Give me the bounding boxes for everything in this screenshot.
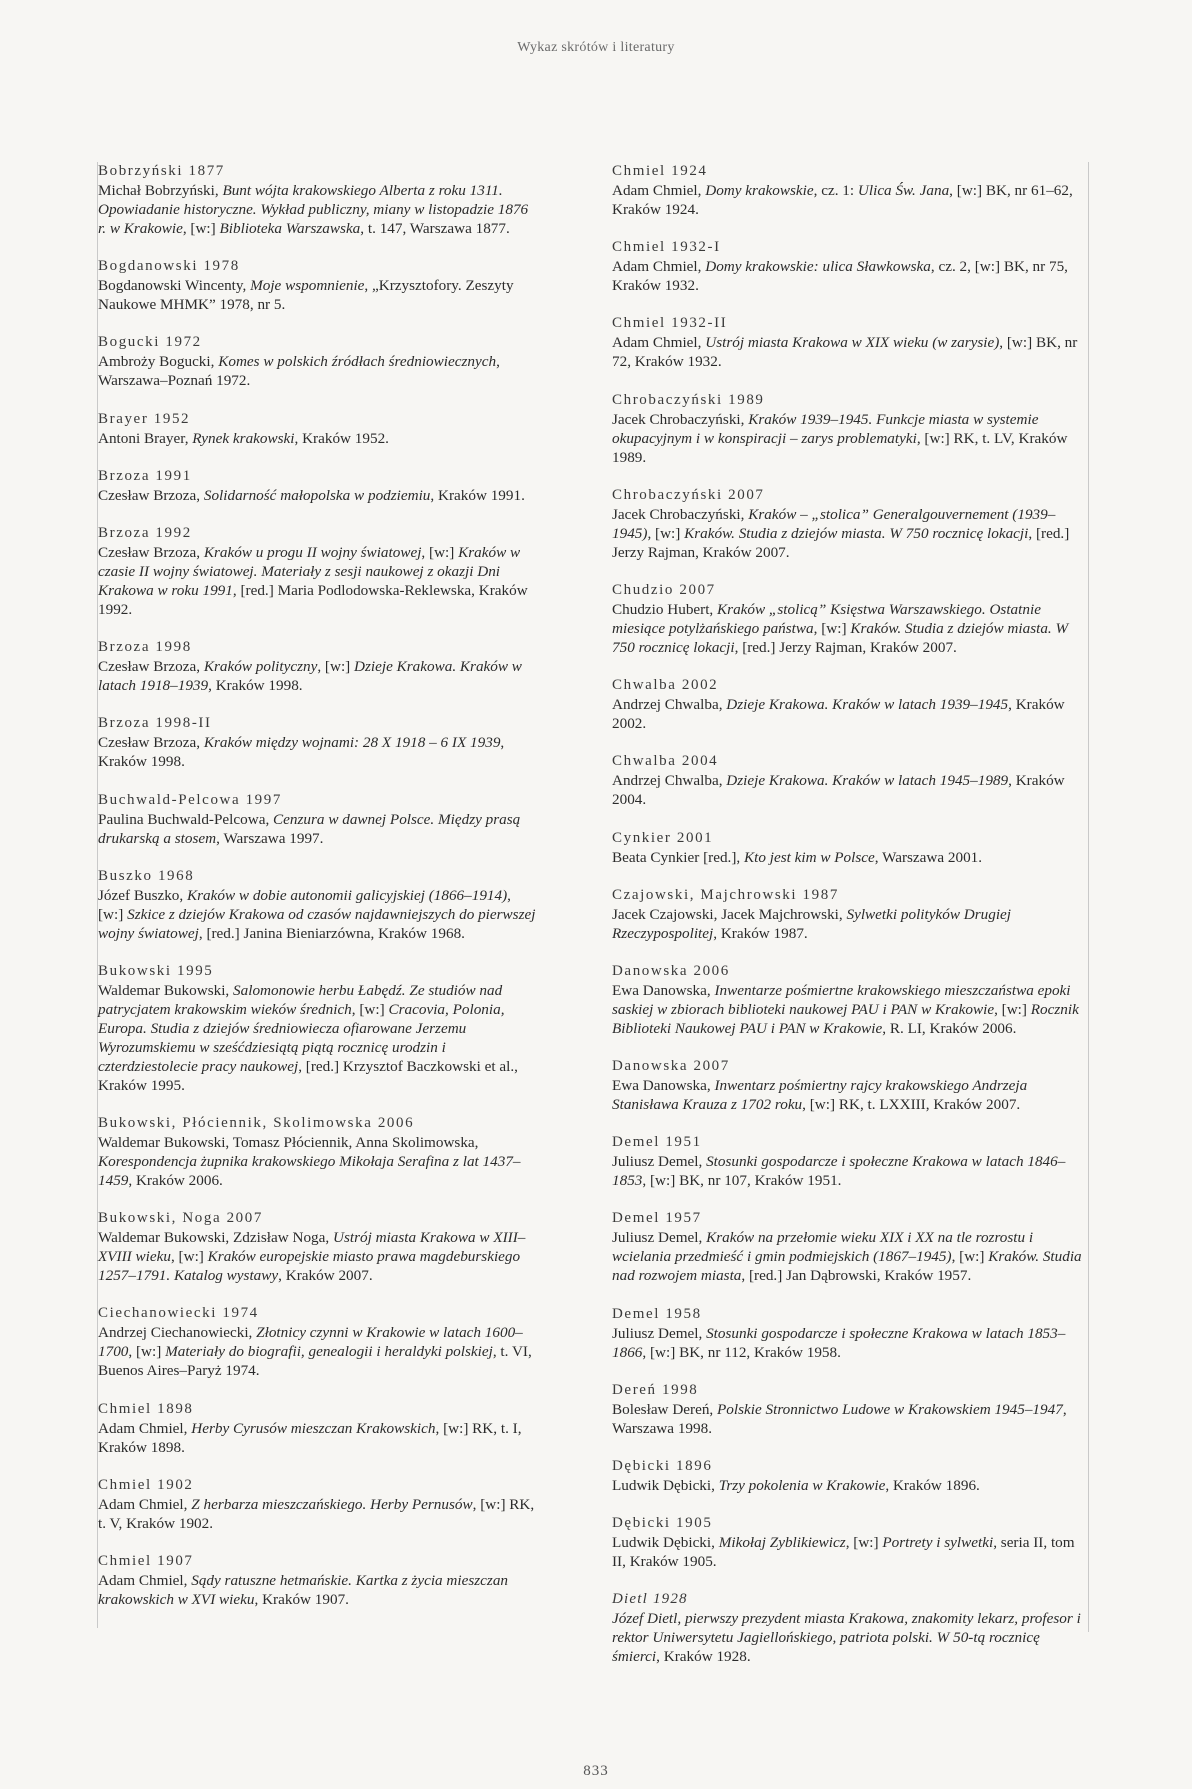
citation-text: Józef Buszko, xyxy=(98,886,187,904)
citation-text: , [w:] RK, t. I, Kraków 1898. xyxy=(98,1419,522,1456)
bibliography-entry xyxy=(612,1133,1087,1190)
citation-text: Paulina Buchwald-Pelcowa, xyxy=(98,810,274,828)
citation-text: Ewa Danowska, xyxy=(612,981,715,999)
citation-text: Jacek Chrobaczyński, xyxy=(612,410,749,428)
entry-citation xyxy=(98,1133,538,1190)
citation-text: , Warszawa–Poznań 1972. xyxy=(98,353,500,390)
citation-title: Kraków – „stolica” Generalgouvernement (1939–1945) xyxy=(612,505,1056,542)
citation-title: Józef Dietl, pierwszy prezydent miasta Krakowa, znakomity lekarz, profesor i rektor Uniwersytetu Jagiellońskiego, patriota polski. W 50-tą rocznicę śmierci xyxy=(612,1610,1081,1666)
entry-citation xyxy=(98,486,538,505)
bibliography-entry xyxy=(612,581,1087,657)
entry-citation xyxy=(612,181,1087,219)
entry-abbreviation: Brzoza 1992 xyxy=(98,524,192,541)
entry-abbreviation: Chwalba 2004 xyxy=(612,753,719,770)
entry-citation xyxy=(98,429,538,448)
entry-citation xyxy=(612,1400,1087,1438)
citation-text: , [red.] Jan Dąbrowski, Kraków 1957. xyxy=(741,1267,972,1285)
entry-citation xyxy=(98,733,538,771)
citation-text: , [red.] Krzysztof Baczkowski et al., Kraków 1995. xyxy=(98,1057,518,1094)
citation-title: Domy krakowskie xyxy=(705,182,814,199)
entry-abbreviation: Brzoza 1998-II xyxy=(98,715,212,732)
bibliography-entry xyxy=(612,829,1087,867)
bibliography-entry xyxy=(98,962,538,1095)
citation-text: , Warszawa 1997. xyxy=(216,829,324,847)
bibliography-column-right xyxy=(612,162,1087,1686)
citation-title: Dzieje Krakowa. Kraków w latach 1945–1989 xyxy=(726,772,1009,790)
citation-title: Polskie Stronnictwo Ludowe w Krakowskiem 1945–1947 xyxy=(717,1400,1063,1418)
citation-text: , [w:] xyxy=(647,524,685,542)
citation-text: , Kraków 2002. xyxy=(612,696,1065,733)
citation-text: Jacek Czajowski, Jacek Majchrowski, xyxy=(612,905,847,923)
citation-text: , cz. 2, [w:] BK, nr 75, Kraków 1932. xyxy=(612,258,1068,295)
entry-citation xyxy=(98,181,538,238)
citation-text: , t. VI, Buenos Aires–Paryż 1974. xyxy=(98,1343,532,1380)
citation-text: Adam Chmiel, xyxy=(612,182,706,199)
entry-abbreviation: Cynkier 2001 xyxy=(612,829,714,846)
bibliography-entry xyxy=(98,1209,538,1285)
entry-abbreviation: Chrobaczyński 1989 xyxy=(612,391,765,408)
entry-abbreviation: Buchwald-Pelcowa 1997 xyxy=(98,791,282,808)
citation-title: Dzieje Krakowa. Kraków w latach 1939–1945 xyxy=(726,696,1009,714)
citation-title: Kto jest kim w Polsce xyxy=(744,848,875,866)
entry-abbreviation: Chmiel 1907 xyxy=(98,1553,194,1569)
citation-title: Mikołaj Zyblikiewicz xyxy=(718,1534,846,1552)
citation-title: Rynek krakowski xyxy=(192,429,295,447)
entry-abbreviation: Dębicki 1905 xyxy=(612,1515,713,1532)
citation-text: Andrzej Ciechanowiecki, xyxy=(98,1324,257,1342)
citation-title: Trzy pokolenia w Krakowie xyxy=(718,1477,886,1494)
citation-text: , [w:] RK, t. LXXIII, Kraków 2007. xyxy=(802,1096,1021,1114)
bibliography-entry xyxy=(612,162,1087,219)
citation-text: , [w:] xyxy=(182,220,220,237)
citation-text: Ludwik Dębicki, xyxy=(612,1477,719,1494)
citation-text: , [w:] xyxy=(128,1343,166,1361)
bibliography-entry xyxy=(98,257,538,314)
citation-text: Czesław Brzoza, xyxy=(98,486,204,504)
citation-text: , [w:] xyxy=(317,658,355,676)
bibliography-entry xyxy=(612,1514,1087,1571)
entry-citation xyxy=(612,1228,1087,1285)
citation-text: Adam Chmiel, xyxy=(612,258,706,276)
citation-title: Stosunki gospodarcze i społeczne Krakowa w latach 1846–1853 xyxy=(612,1153,1066,1190)
entry-citation xyxy=(612,410,1087,467)
citation-text: , Kraków 1991. xyxy=(430,486,525,504)
citation-title: Dzieje Krakowa. Kraków w latach 1918–1939 xyxy=(98,658,522,695)
entry-citation xyxy=(612,1609,1087,1666)
citation-title: Korespondencja żupnika krakowskiego Mikołaja Serafina z lat 1437–1459 xyxy=(98,1153,521,1190)
citation-text: Czesław Brzoza, xyxy=(98,543,204,561)
bibliography-entry xyxy=(612,1381,1087,1438)
bibliography-entry xyxy=(612,1457,1087,1495)
citation-text: , Kraków 1998. xyxy=(98,734,505,771)
citation-text: Adam Chmiel, xyxy=(98,1495,192,1513)
citation-text: , [w:] RK, t. LV, Kraków 1989. xyxy=(612,429,1068,466)
bibliography-column-left xyxy=(97,162,538,1628)
citation-title: Kraków na przełomie wieku XIX i XX na tle rozrostu i wcielania przedmieść i gmin podmiejskich (1867–1945) xyxy=(612,1229,1034,1266)
citation-text: Michał Bobrzyński, xyxy=(98,182,223,199)
entry-abbreviation: Czajowski, Majchrowski 1987 xyxy=(612,886,839,903)
entry-citation xyxy=(98,1228,538,1285)
citation-title: Inwentarz pośmiertny rajcy krakowskiego Andrzeja Stanisława Krauza z 1702 roku xyxy=(612,1077,1028,1114)
citation-text: , [red.] Jerzy Rajman, Kraków 2007. xyxy=(734,638,957,656)
citation-text: , [w:] xyxy=(813,619,851,637)
entry-abbreviation: Dietl 1928 xyxy=(612,1591,688,1608)
citation-title: Kraków europejskie miasto prawa magdeburskiego 1257–1791. Katalog wystawy xyxy=(98,1248,521,1285)
entry-citation xyxy=(612,600,1087,657)
entry-citation xyxy=(98,352,538,390)
entry-citation xyxy=(612,1324,1087,1362)
citation-title: Złotnicy czynni w Krakowie w latach 1600–1700 xyxy=(98,1324,523,1361)
entry-citation xyxy=(612,1476,1087,1495)
citation-text: Andrzej Chwalba, xyxy=(612,696,727,714)
entry-abbreviation: Bukowski, Noga 2007 xyxy=(98,1210,263,1227)
citation-text: , [w:] xyxy=(994,1000,1031,1018)
citation-text: Bolesław Dereń, xyxy=(612,1400,718,1418)
entry-citation xyxy=(612,1076,1087,1114)
bibliography-entry xyxy=(612,486,1087,562)
entry-citation xyxy=(98,810,538,848)
citation-text: , cz. 1: xyxy=(813,182,858,199)
entry-citation xyxy=(612,848,1087,867)
citation-title: Ulica Św. Jana xyxy=(857,182,950,199)
citation-title: Cenzura w dawnej Polsce. Między prasą drukarską a stosem xyxy=(98,810,521,847)
entry-abbreviation: Demel 1957 xyxy=(612,1210,702,1227)
citation-title: Ustrój miasta Krakowa w XIX wieku (w zarysie) xyxy=(705,334,1000,352)
citation-text: Juliusz Demel, xyxy=(612,1153,707,1171)
citation-title: Domy krakowskie: ulica Sławkowska xyxy=(705,258,931,276)
entry-abbreviation: Brzoza 1991 xyxy=(98,467,192,484)
citation-text: , [w:] xyxy=(351,1000,389,1018)
entry-abbreviation: Brzoza 1998 xyxy=(98,639,192,656)
entry-citation xyxy=(612,981,1087,1038)
citation-text: , Kraków 1987. xyxy=(713,924,808,942)
citation-text: , [w:] BK, nr 112, Kraków 1958. xyxy=(642,1343,841,1361)
entry-abbreviation: Bukowski 1995 xyxy=(98,962,214,979)
citation-text: Czesław Brzoza, xyxy=(98,658,204,676)
citation-title: Inwentarze pośmiertne krakowskiego mieszczaństwa epoki saskiej w zbiorach biblioteki naukowej PAU i PAN w Krakowie xyxy=(612,981,1071,1018)
bibliography-entry xyxy=(98,638,538,695)
citation-text: , Kraków 1907. xyxy=(254,1591,349,1608)
entry-citation xyxy=(98,886,538,943)
bibliography-entry xyxy=(612,314,1087,371)
citation-text: , [w:] xyxy=(951,1248,989,1266)
running-header: Wykaz skrótów i literatury xyxy=(517,40,675,55)
bibliography-entry xyxy=(98,1114,538,1190)
citation-title: Bunt wójta krakowskiego Alberta z roku 1311. Opowiadanie historyczne. Wykład publiczny, miany w listopadzie 1876 r. w Krakowie xyxy=(98,182,529,237)
citation-title: Stosunki gospodarcze i społeczne Krakowa w latach 1853–1866 xyxy=(612,1324,1066,1361)
bibliography-entry xyxy=(98,467,538,505)
bibliography-entry xyxy=(98,1476,538,1533)
bibliography-entry xyxy=(612,676,1087,733)
citation-title: Herby Cyrusów mieszczan Krakowskich xyxy=(191,1419,436,1437)
citation-title: Cracovia, Polonia, Europa. Studia z dziejów średniowiecza ofiarowane Jerzemu Wyrozumskiemu w sześćdziesiątą piątą rocznicę urodzin i czterdziestolecie pracy naukowej xyxy=(98,1000,505,1075)
entry-citation xyxy=(612,333,1087,371)
entry-abbreviation: Danowska 2006 xyxy=(612,962,730,979)
bibliography-entry xyxy=(98,791,538,848)
citation-text: Bogdanowski Wincenty, xyxy=(98,277,251,295)
citation-text: , [w:] xyxy=(421,543,459,561)
bibliography-entry xyxy=(98,1400,538,1457)
entry-abbreviation: Chwalba 2002 xyxy=(612,677,719,694)
entry-abbreviation: Bogucki 1972 xyxy=(98,334,202,351)
citation-title: Komes w polskich źródłach średniowiecznych xyxy=(218,353,497,371)
entry-abbreviation: Chmiel 1902 xyxy=(98,1476,194,1493)
entry-abbreviation: Danowska 2007 xyxy=(612,1058,730,1075)
entry-abbreviation: Chmiel 1932-I xyxy=(612,239,721,256)
bibliography-entry xyxy=(98,162,538,238)
citation-title: Moje wspomnienie xyxy=(250,277,365,295)
entry-abbreviation: Dębicki 1896 xyxy=(612,1458,713,1474)
entry-citation xyxy=(612,905,1087,943)
citation-text: , Kraków 1952. xyxy=(294,429,389,447)
bibliography-entry xyxy=(612,1590,1087,1666)
bibliography-entry xyxy=(98,410,538,448)
citation-title: Materiały do biografii, genealogii i heraldyki polskiej xyxy=(165,1343,493,1361)
citation-text: , [w:] xyxy=(170,1248,208,1266)
citation-title: Rocznik Biblioteki Naukowej PAU i PAN w Krakowie xyxy=(612,1000,1079,1037)
bibliography-entry xyxy=(98,524,538,619)
bibliography-entry xyxy=(612,752,1087,809)
citation-title: Kraków w czasie II wojny światowej. Materiały z sesji naukowej z okazji Dni Krakowa w roku 1991 xyxy=(98,543,521,599)
entry-abbreviation: Buszko 1968 xyxy=(98,867,195,884)
entry-abbreviation: Ciechanowiecki 1974 xyxy=(98,1305,259,1322)
citation-title: Biblioteka Warszawska xyxy=(219,220,361,237)
citation-title: Portrety i sylwetki xyxy=(882,1534,994,1552)
entry-citation xyxy=(612,1533,1087,1571)
citation-text: Waldemar Bukowski, Zdzisław Noga, xyxy=(98,1229,333,1247)
citation-text: , Kraków 2004. xyxy=(612,772,1065,809)
citation-text: Czesław Brzoza, xyxy=(98,734,204,752)
citation-text: , Kraków 1928. xyxy=(656,1648,751,1666)
entry-abbreviation: Brayer 1952 xyxy=(98,410,191,427)
citation-title: Sylwetki polityków Drugiej Rzeczypospolitej xyxy=(612,905,1011,942)
citation-text: , [w:] BK, nr 61–62, Kraków 1924. xyxy=(612,182,1073,218)
entry-abbreviation: Chmiel 1898 xyxy=(98,1400,194,1417)
citation-text: , t. 147, Warszawa 1877. xyxy=(360,220,510,237)
entry-citation xyxy=(98,1323,538,1380)
entry-abbreviation: Bobrzyński 1877 xyxy=(98,163,225,179)
citation-text: Antoni Brayer, xyxy=(98,429,193,447)
citation-text: Adam Chmiel, xyxy=(98,1572,192,1589)
bibliography-entry xyxy=(612,1305,1087,1362)
bibliography-entry xyxy=(612,1057,1087,1114)
citation-title: Z herbarza mieszczańskiego. Herby Pernusów xyxy=(191,1495,473,1513)
citation-text: Andrzej Chwalba, xyxy=(612,772,727,790)
bibliography-entry xyxy=(98,714,538,771)
citation-title: Ustrój miasta Krakowa w XIII–XVIII wieku xyxy=(98,1229,526,1266)
citation-text: , [w:] xyxy=(98,886,511,923)
entry-citation xyxy=(98,276,538,314)
citation-text: Chudzio Hubert, xyxy=(612,600,718,618)
citation-title: Kraków u progu II wojny światowej xyxy=(203,543,422,561)
citation-title: Salomonowie herbu Łabędź. Ze studiów nad patrycjatem krakowskim wieków średnich xyxy=(98,981,503,1018)
citation-title: Kraków. Studia z dziejów miasta. W 750 rocznicę lokacji xyxy=(612,619,1069,656)
citation-title: Solidarność małopolska w podziemiu xyxy=(203,486,431,504)
citation-title: Kraków w dobie autonomii galicyjskiej (1866–1914) xyxy=(187,886,508,904)
citation-text: , „Krzysztofory. Zeszyty Naukowe MHMK” 1978, nr 5. xyxy=(98,277,514,314)
citation-text: Adam Chmiel, xyxy=(612,334,706,352)
entry-citation xyxy=(612,1152,1087,1190)
bibliography-entry xyxy=(612,886,1087,943)
entry-citation xyxy=(98,657,538,695)
citation-title: Kraków „stolicą” Księstwa Warszawskiego. Ostatnie miesiące potylżańskiego państwa xyxy=(612,600,1041,637)
citation-text: , [red.] Janina Bieniarzówna, Kraków 1968. xyxy=(198,924,465,942)
bibliography-entry xyxy=(98,1552,538,1609)
bibliography-entry xyxy=(612,238,1087,295)
citation-text: , Warszawa 1998. xyxy=(612,1400,1067,1437)
citation-text: , Kraków 2006. xyxy=(128,1172,223,1190)
entry-abbreviation: Demel 1951 xyxy=(612,1134,702,1151)
entry-citation xyxy=(98,1495,538,1533)
entry-citation xyxy=(612,695,1087,733)
citation-text: Juliusz Demel, xyxy=(612,1229,707,1247)
entry-abbreviation: Chmiel 1924 xyxy=(612,163,708,179)
citation-text: , [w:] BK, nr 72, Kraków 1932. xyxy=(612,334,1078,371)
entry-abbreviation: Chmiel 1932-II xyxy=(612,315,728,332)
bibliography-entry xyxy=(612,962,1087,1038)
entry-abbreviation: Chrobaczyński 2007 xyxy=(612,486,765,503)
entry-abbreviation: Bukowski, Płóciennik, Skolimowska 2006 xyxy=(98,1115,415,1132)
citation-text: Beata Cynkier [red.], xyxy=(612,848,744,866)
entry-citation xyxy=(612,257,1087,295)
entry-citation xyxy=(98,1419,538,1457)
bibliography-entry xyxy=(98,1304,538,1380)
entry-citation xyxy=(612,771,1087,809)
citation-text: , [w:] BK, nr 107, Kraków 1951. xyxy=(642,1172,842,1190)
entry-citation xyxy=(98,981,538,1095)
bibliography-entry xyxy=(98,333,538,390)
entry-citation xyxy=(98,1571,538,1609)
citation-text: Ewa Danowska, xyxy=(612,1077,715,1095)
entry-citation xyxy=(612,505,1087,562)
citation-text: , Warszawa 2001. xyxy=(874,848,983,866)
bibliography-entry xyxy=(612,1209,1087,1285)
citation-text: , [red.] Jerzy Rajman, Kraków 2007. xyxy=(612,524,1070,561)
bibliography-entry xyxy=(612,391,1087,467)
citation-text: , Kraków 1998. xyxy=(208,677,303,695)
entry-abbreviation: Dereń 1998 xyxy=(612,1381,699,1398)
citation-text: Juliusz Demel, xyxy=(612,1324,707,1342)
citation-title: Kraków między wojnami: 28 X 1918 – 6 IX 1939 xyxy=(203,734,501,752)
citation-title: Kraków. Studia z dziejów miasta. W 750 rocznicę lokacji xyxy=(684,524,1029,542)
citation-text: Ambroży Bogucki, xyxy=(98,353,219,371)
citation-title: Sądy ratuszne hetmańskie. Kartka z życia mieszczan krakowskich w XVI wieku xyxy=(98,1572,509,1608)
citation-title: Kraków polityczny xyxy=(203,658,318,676)
citation-text: Waldemar Bukowski, Tomasz Płóciennik, Anna Skolimowska, xyxy=(98,1134,479,1152)
entry-citation xyxy=(98,543,538,619)
citation-text: , R. LI, Kraków 2006. xyxy=(882,1019,1017,1037)
citation-text: Adam Chmiel, xyxy=(98,1419,192,1437)
citation-text: , [w:] xyxy=(845,1534,883,1552)
citation-text: , [w:] RK, t. V, Kraków 1902. xyxy=(98,1495,535,1532)
citation-title: Kraków. Studia nad rozwojem miasta xyxy=(612,1248,1082,1285)
citation-text: Jacek Chrobaczyński, xyxy=(612,505,749,523)
bibliography-entry xyxy=(98,867,538,943)
citation-text: , Kraków 1896. xyxy=(885,1477,980,1494)
citation-text: , [red.] Maria Podlodowska-Reklewska, Kraków 1992. xyxy=(98,581,528,618)
entry-abbreviation: Chudzio 2007 xyxy=(612,581,716,598)
citation-text: , Kraków 2007. xyxy=(278,1267,373,1285)
entry-abbreviation: Bogdanowski 1978 xyxy=(98,258,240,275)
citation-text: , seria II, tom II, Kraków 1905. xyxy=(612,1534,1075,1571)
citation-title: Kraków 1939–1945. Funkcje miasta w systemie okupacyjnym i w konspiracji – zarys problematyki xyxy=(612,410,1039,447)
page-number: 833 xyxy=(583,1763,609,1779)
citation-text: Waldemar Bukowski, xyxy=(98,981,234,999)
citation-text: Ludwik Dębicki, xyxy=(612,1534,719,1552)
citation-title: Szkice z dziejów Krakowa od czasów najdawniejszych do pierwszej wojny światowej xyxy=(98,905,536,942)
entry-abbreviation: Demel 1958 xyxy=(612,1305,702,1322)
